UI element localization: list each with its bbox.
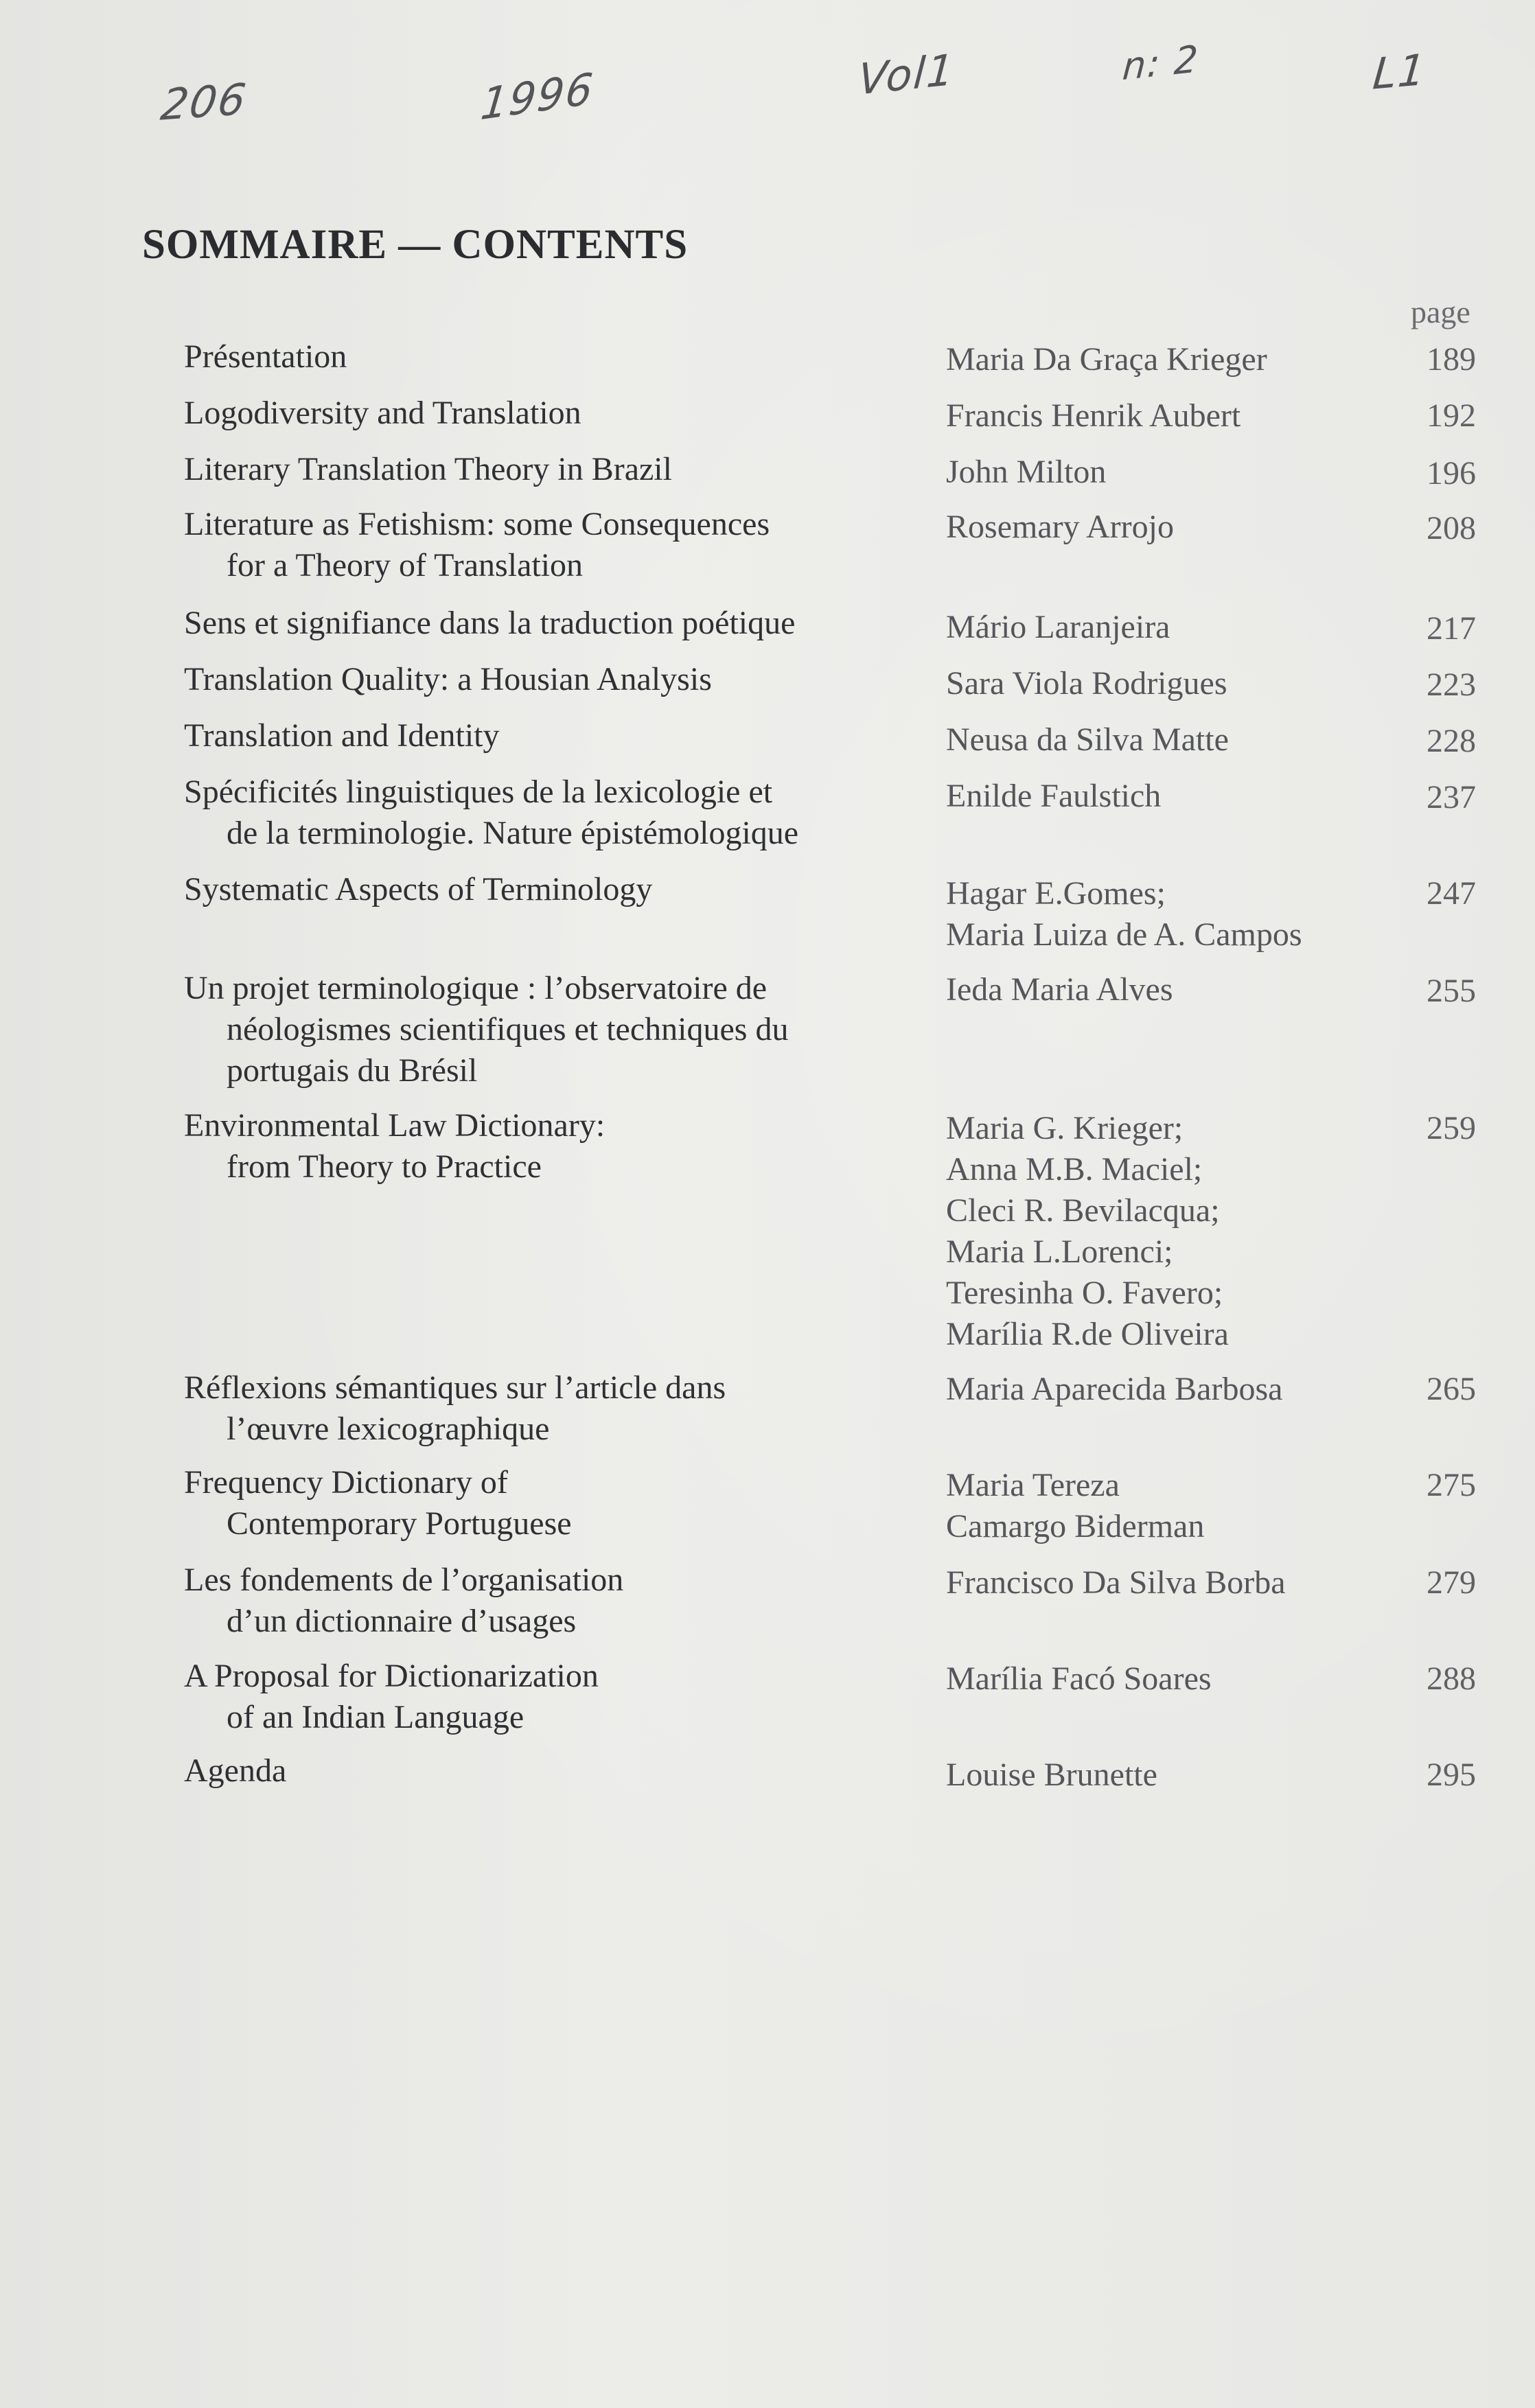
entry-title bbox=[184, 603, 905, 644]
entry-title bbox=[184, 968, 905, 1091]
entry-author bbox=[946, 873, 1372, 956]
entry-author-line: Sara Viola Rodrigues bbox=[946, 665, 1227, 702]
entry-title-line: Literature as Fetishism: some Consequences bbox=[184, 506, 770, 542]
entry-author-line: Francis Henrik Aubert bbox=[946, 397, 1241, 434]
entry-title-line: l’œuvre lexicographique bbox=[227, 1411, 550, 1447]
entry-title-line: Spécificités linguistiques de la lexicologie et bbox=[184, 774, 773, 810]
entry-title-line: from Theory to Practice bbox=[227, 1148, 542, 1185]
handwritten-note-number: 206 bbox=[157, 73, 251, 130]
page-title: SOMMAIRE — CONTENTS bbox=[142, 222, 689, 268]
entry-title-line: Sens et signifiance dans la traduction poétique bbox=[184, 605, 796, 641]
entry-title-line: Présentation bbox=[184, 338, 347, 375]
entry-author-line: Hagar E.Gomes; bbox=[946, 875, 1166, 912]
entry-title-line: Réflexions sémantiques sur l’article dans bbox=[184, 1369, 726, 1406]
entry-author bbox=[946, 1108, 1372, 1355]
entry-author bbox=[946, 1658, 1372, 1700]
entry-title-line: néologismes scientifiques et techniques du bbox=[227, 1011, 789, 1047]
entry-title bbox=[184, 449, 905, 490]
entry-title-line: Frequency Dictionary of bbox=[184, 1464, 508, 1501]
entry-author bbox=[946, 607, 1372, 648]
entry-page-number: 288 bbox=[1427, 1660, 1476, 1697]
entry-title-line: de la terminologie. Nature épistémologique bbox=[227, 815, 799, 851]
entry-title bbox=[184, 393, 905, 434]
entry-title-line: for a Theory of Translation bbox=[227, 547, 584, 583]
handwritten-note-issue: n: 2 bbox=[1121, 36, 1201, 89]
entry-page-number: 265 bbox=[1427, 1371, 1476, 1407]
entry-author-line: Teresinha O. Favero; bbox=[946, 1275, 1223, 1311]
entry-title bbox=[184, 504, 905, 586]
entry-title bbox=[184, 1462, 905, 1544]
entry-title-line: portugais du Brésil bbox=[227, 1052, 478, 1089]
entry-author bbox=[946, 719, 1372, 761]
entry-title-line: Environmental Law Dictionary: bbox=[184, 1107, 605, 1144]
entry-author-line: Maria G. Krieger; bbox=[946, 1110, 1184, 1146]
entry-title-line: d’un dictionnaire d’usages bbox=[227, 1603, 577, 1639]
entry-title bbox=[184, 336, 905, 378]
entry-title-line: Literary Translation Theory in Brazil bbox=[184, 451, 672, 487]
entry-author-line: Marília R.de Oliveira bbox=[946, 1316, 1229, 1352]
entry-title bbox=[184, 1367, 905, 1450]
handwritten-note-year: 1996 bbox=[478, 62, 597, 130]
entry-title bbox=[184, 1560, 905, 1642]
entry-author bbox=[946, 776, 1372, 817]
entry-author-line: Mário Laranjeira bbox=[946, 609, 1170, 645]
entry-page-number: 237 bbox=[1427, 779, 1476, 815]
entry-title bbox=[184, 1656, 905, 1738]
entry-author-line: Francisco Da Silva Borba bbox=[946, 1564, 1286, 1601]
entry-page-number: 259 bbox=[1427, 1110, 1476, 1146]
entry-page-number: 223 bbox=[1427, 667, 1476, 703]
handwritten-note-volume: Vol1 bbox=[856, 44, 957, 105]
entry-author bbox=[946, 507, 1372, 548]
entry-author-line: Neusa da Silva Matte bbox=[946, 721, 1229, 758]
entry-title bbox=[184, 772, 905, 854]
entry-author-line: Ieda Maria Alves bbox=[946, 971, 1173, 1008]
entry-author bbox=[946, 1562, 1372, 1604]
entry-title bbox=[184, 715, 905, 756]
entry-page-number: 275 bbox=[1427, 1467, 1476, 1503]
entry-title-line: Systematic Aspects of Terminology bbox=[184, 871, 653, 907]
entry-author-line: Louise Brunette bbox=[946, 1757, 1157, 1793]
entry-page-number: 228 bbox=[1427, 723, 1476, 759]
entry-author-line: Camargo Biderman bbox=[946, 1508, 1205, 1544]
entry-title bbox=[184, 869, 905, 910]
entry-title-line: Contemporary Portuguese bbox=[227, 1505, 572, 1542]
entry-page-number: 189 bbox=[1427, 341, 1476, 378]
entry-author bbox=[946, 969, 1372, 1010]
entry-author-line: Rosemary Arrojo bbox=[946, 509, 1174, 545]
entry-title-line: of an Indian Language bbox=[227, 1699, 524, 1735]
entry-author-line: Maria Luiza de A. Campos bbox=[946, 916, 1302, 953]
entry-title-line: Translation and Identity bbox=[184, 717, 500, 754]
entry-author bbox=[946, 339, 1372, 380]
entry-author-line: Maria Da Graça Krieger bbox=[946, 341, 1267, 378]
entry-author-line: Anna M.B. Maciel; bbox=[946, 1151, 1203, 1188]
entry-title-line: A Proposal for Dictionarization bbox=[184, 1658, 599, 1694]
entry-title bbox=[184, 659, 905, 700]
entry-author-line: Cleci R. Bevilacqua; bbox=[946, 1192, 1220, 1229]
entry-author bbox=[946, 395, 1372, 437]
entry-author-line: Enilde Faulstich bbox=[946, 778, 1162, 814]
page-column-header: page bbox=[1411, 294, 1470, 329]
entry-author bbox=[946, 452, 1372, 493]
entry-title bbox=[184, 1105, 905, 1188]
entry-page-number: 196 bbox=[1427, 455, 1476, 491]
entry-author-line: John Milton bbox=[946, 454, 1107, 490]
entry-title-line: Un projet terminologique : l’observatoire de bbox=[184, 970, 768, 1006]
entry-title-line: Translation Quality: a Housian Analysis bbox=[184, 661, 712, 697]
entry-author-line: Maria Tereza bbox=[946, 1467, 1120, 1503]
entry-author-line: Marília Facó Soares bbox=[946, 1660, 1212, 1697]
entry-title-line: Logodiversity and Translation bbox=[184, 395, 581, 431]
entry-title bbox=[184, 1750, 905, 1792]
handwritten-note-code: L1 bbox=[1370, 44, 1429, 100]
entry-title-line: Les fondements de l’organisation bbox=[184, 1562, 624, 1598]
entry-page-number: 255 bbox=[1427, 973, 1476, 1009]
entry-title-line: Agenda bbox=[184, 1752, 287, 1789]
entry-author bbox=[946, 1755, 1372, 1796]
entry-author bbox=[946, 1369, 1372, 1410]
entry-author bbox=[946, 1465, 1372, 1547]
entry-page-number: 247 bbox=[1427, 875, 1476, 912]
entry-author-line: Maria Aparecida Barbosa bbox=[946, 1371, 1283, 1407]
entry-author bbox=[946, 663, 1372, 704]
entry-page-number: 217 bbox=[1427, 610, 1476, 647]
entry-page-number: 279 bbox=[1427, 1564, 1476, 1601]
entry-author-line: Maria L.Lorenci; bbox=[946, 1234, 1173, 1270]
entry-page-number: 192 bbox=[1427, 397, 1476, 434]
entry-page-number: 295 bbox=[1427, 1757, 1476, 1793]
entry-page-number: 208 bbox=[1427, 510, 1476, 546]
